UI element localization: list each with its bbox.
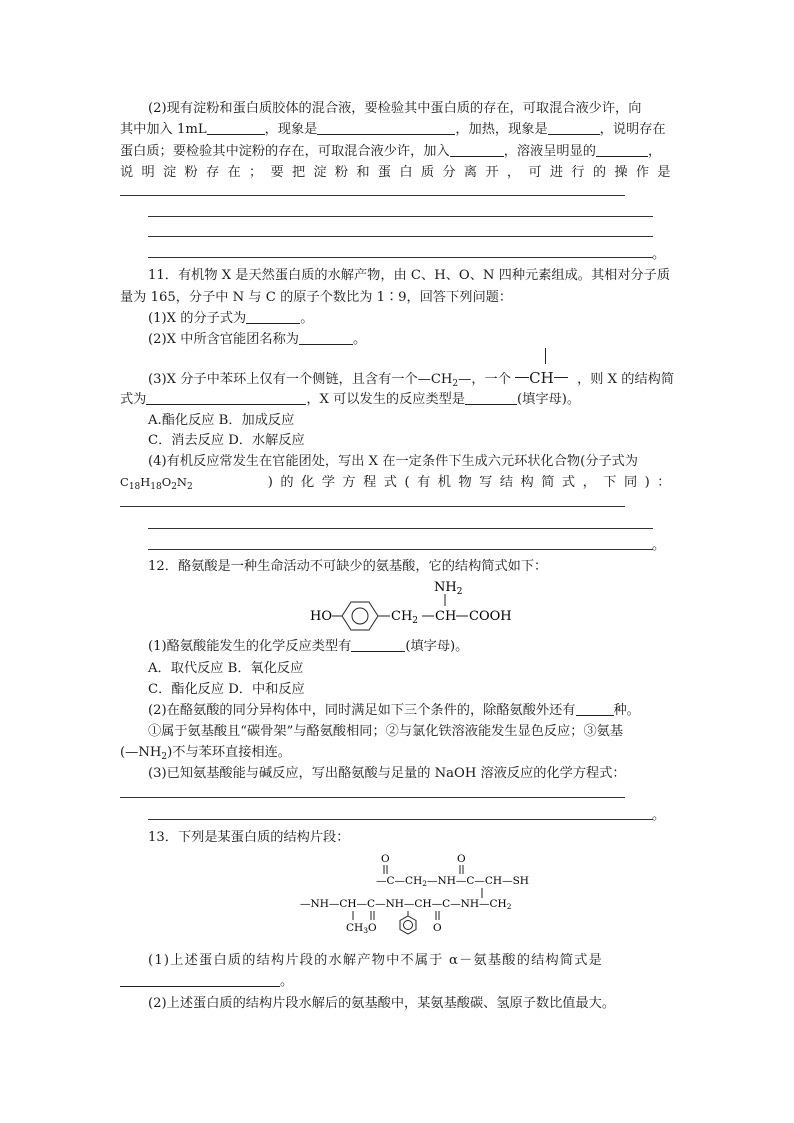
- q12-conditions-end: $(—NH_2)$不与苯环直接相连。: [120, 745, 291, 762]
- answer-line[interactable]: [148, 819, 653, 820]
- svg-text:O: O: [457, 853, 466, 865]
- svg-text:O: O: [381, 853, 390, 865]
- phenyl-ring: [400, 916, 416, 934]
- fragment-row2: —NH—CH—C—NH—CH—C—NH—CH2: [300, 898, 512, 911]
- answer-blank[interactable]: [146, 390, 306, 405]
- nh2-label: $NH_2$: [434, 580, 463, 597]
- q11-options-cd: C．消去反应 D．水解反应: [148, 433, 305, 448]
- q10-line4: 说明淀粉存在；要把淀粉和蛋白质分离开，可进行的操作是: [120, 165, 676, 180]
- answer-blank[interactable]: [299, 330, 353, 345]
- answer-blank[interactable]: [317, 120, 455, 135]
- q12-line1: 12．酪氨酸是一种生命活动不可缺少的氨基酸，它的结构简式如下：: [148, 559, 548, 574]
- end-period: 。: [652, 808, 666, 823]
- answer-line[interactable]: [148, 257, 653, 258]
- answer-blank[interactable]: [548, 120, 600, 135]
- svg-text:O: O: [368, 922, 377, 934]
- q11-part4-line2: $C_{18}H_{18}O_2N_2$ )的化学方程式(有机物写结构简式，下同)：: [120, 475, 678, 492]
- answer-line[interactable]: [120, 797, 625, 798]
- q10-line3: 蛋白质；要检验其中淀粉的存在，可取混合液少许，加入 ，溶液呈明显的 ，: [120, 144, 662, 159]
- q12-options-cd: C．酯化反应 D．中和反应: [148, 682, 305, 697]
- q11-options-ab: A.酯化反应 B．加成反应: [148, 413, 295, 428]
- q11-part2: (2)X 中所含官能团名称为 。: [148, 332, 367, 347]
- q11-part1: (1)X 的分子式为 。: [148, 311, 314, 326]
- end-period: 。: [652, 247, 666, 262]
- ch-branch-group: CH: [515, 368, 577, 390]
- q11-part3-line1: (3)X 分子中苯环上仅有一个侧链，且含有一个$—CH_2—$，一个 CH ，则 X 的结构简: [148, 368, 708, 390]
- q12-part2: (2)在酪氨酸的同分异构体中，同时满足如下三个条件的，除酪氨酸外还有 种。: [148, 703, 640, 718]
- answer-line[interactable]: [148, 528, 653, 529]
- ch2-label: $CH_2$: [391, 609, 419, 626]
- answer-line[interactable]: [120, 195, 625, 196]
- answer-blank[interactable]: [450, 142, 504, 157]
- q10-line2: 其中加入 1mL ，现象是 ，加热，现象是 ，说明存在: [120, 122, 666, 137]
- answer-line[interactable]: [120, 506, 625, 507]
- q10-line1: (2)现有淀粉和蛋白质胶体的混合液，要检验其中蛋白质的存在，可取混合液少许，向: [148, 101, 642, 116]
- protein-fragment-structure: [296, 850, 536, 936]
- q12-part1: (1)酪氨酸能发生的化学反应类型有 (填字母)。: [148, 639, 469, 654]
- benzene-ring: [342, 602, 378, 630]
- answer-blank[interactable]: [120, 972, 280, 987]
- q11-part3-line2: 式为 ，X 可以发生的反应类型是 (填字母)。: [120, 392, 581, 407]
- end-period: 。: [652, 538, 666, 553]
- answer-blank[interactable]: [596, 142, 648, 157]
- ch-label: CH: [435, 609, 457, 624]
- q11-line1: 11．有机物 X 是天然蛋白质的水解产物，由 C、H、O、N 四种元素组成。其相对分子质: [148, 268, 671, 283]
- q12-options-ab: A．取代反应 B．氧化反应: [148, 661, 304, 676]
- q11-part4-line1: (4)有机反应常发生在官能团处，写出 X 在一定条件下生成六元环状化合物(分子式为: [148, 454, 638, 469]
- svg-text:O: O: [433, 922, 442, 934]
- cooh-label: COOH: [469, 609, 512, 624]
- answer-blank[interactable]: [351, 637, 405, 652]
- q12-part3: (3)已知氨基酸能与碱反应，写出酪氨酸与足量的 NaOH 溶液反应的化学方程式：: [148, 766, 626, 781]
- fragment-row1: —C—CH2—NH—C—CH—SH: [376, 875, 529, 888]
- answer-blank[interactable]: [207, 120, 265, 135]
- answer-line[interactable]: [148, 216, 653, 217]
- q13-part2: (2)上述蛋白质的结构片段水解后的氨基酸中，某氨基酸碳、氢原子数比值最大。: [148, 996, 616, 1011]
- q13-line1: 13．下列是某蛋白质的结构片段：: [148, 830, 350, 845]
- svg-text:CH3: CH3: [346, 922, 368, 935]
- ho-label: HO: [310, 609, 332, 624]
- tyrosine-structure: [300, 578, 530, 634]
- q13-part1-answer: 。: [120, 971, 680, 992]
- q13-part1: (1)上述蛋白质的结构片段的水解产物中不属于 α－氨基酸的结构简式是: [148, 953, 604, 968]
- q12-conditions: ①属于氨基酸且“碳骨架”与酪氨酸相同；②与氯化铁溶液能发生显色反应；③氨基: [148, 724, 624, 739]
- answer-blank[interactable]: [576, 701, 614, 716]
- answer-line[interactable]: [148, 236, 653, 237]
- answer-blank[interactable]: [465, 390, 517, 405]
- answer-blank[interactable]: [246, 309, 300, 324]
- answer-line[interactable]: [148, 549, 653, 550]
- q11-line2: 量为 165，分子中 N 与 C 的原子个数比为 1∶9，回答下列问题：: [120, 290, 513, 305]
